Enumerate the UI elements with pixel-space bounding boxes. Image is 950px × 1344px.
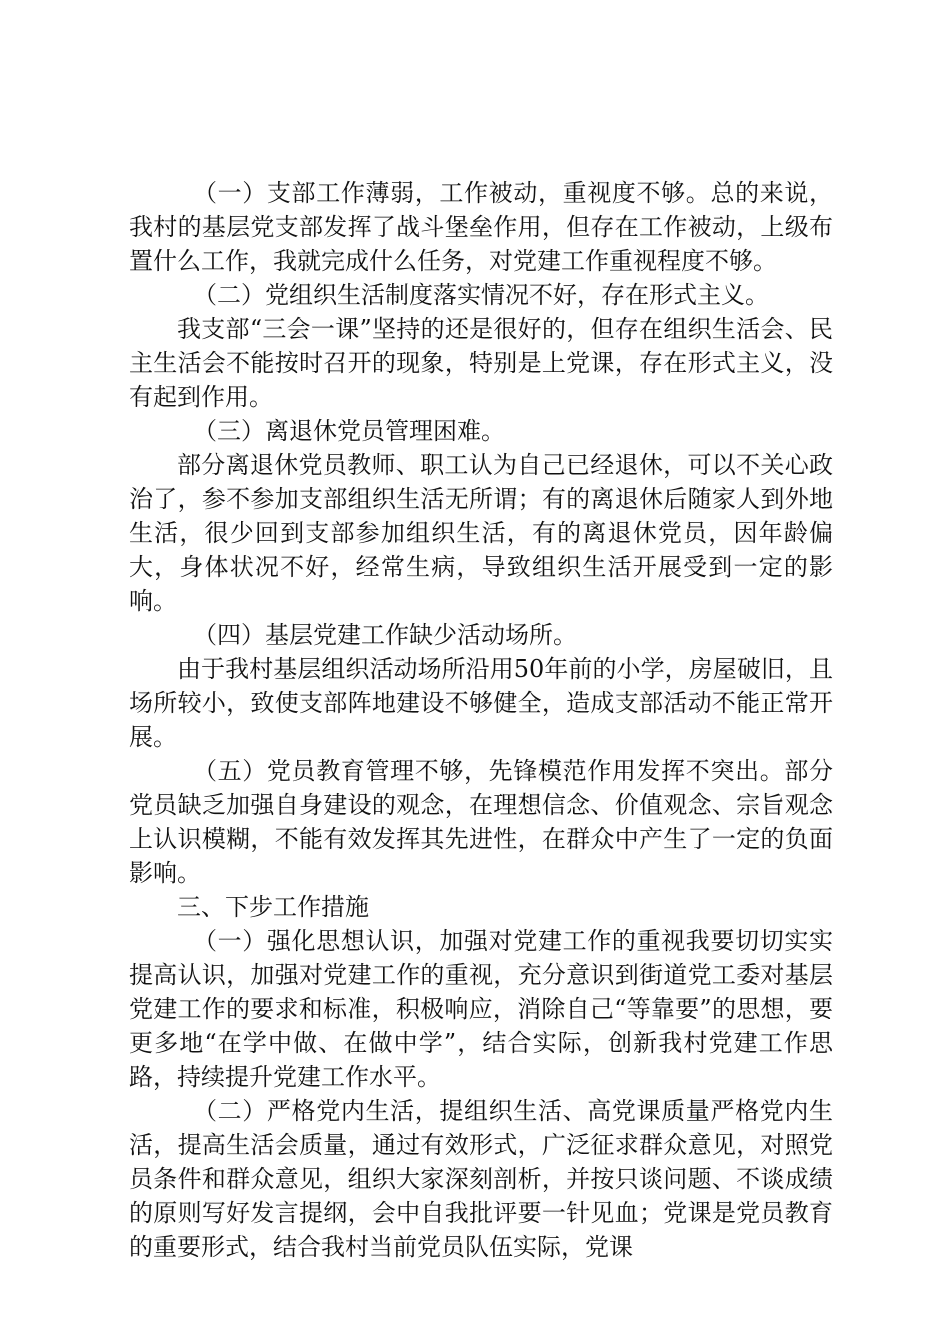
paragraph-measure-2: （二）严格党内生活，提组织生活、高党课质量严格党内生活，提高生活会质量，通过有效形式，广泛征求群众意见，对照党员条件和群众意见，组织大家深刻剖析，并按只谈问题、不谈成绩的原则写好发言提纲，会中自我批评要一针见血；党课是党员教育的重要形式，结合我村当前党员队伍实际，党课 bbox=[129, 1097, 833, 1261]
paragraph-weakness-2-heading: （二）党组织生活制度落实情况不好，存在形式主义。 bbox=[193, 281, 769, 309]
paragraph-measure-1: （一）强化思想认识，加强对党建工作的重视我要切切实实提高认识，加强对党建工作的重视，充分意识到街道党工委对基层党建工作的要求和标准，积极响应，消除自己“等靠要”的思想，要更多地“在学中做、在做中学”，结合实际，创新我村党建工作思路，持续提升党建工作水平。 bbox=[129, 927, 833, 1091]
paragraph-weakness-5: （五）党员教育管理不够，先锋模范作用发挥不突出。部分党员缺乏加强自身建设的观念，在理想信念、价值观念、宗旨观念上认识模糊，不能有效发挥其先进性，在群众中产生了一定的负面影响。 bbox=[129, 757, 833, 887]
section-heading-next-steps: 三、下步工作措施 bbox=[177, 893, 369, 921]
document-body bbox=[129, 176, 833, 1264]
paragraph-weakness-3-heading: （三）离退休党员管理困难。 bbox=[193, 417, 505, 445]
paragraph-weakness-2-body: 我支部“三会一课”坚持的还是很好的，但存在组织生活会、民主生活会不能按时召开的现象，特别是上党课，存在形式主义，没有起到作用。 bbox=[129, 315, 833, 411]
paragraph-weakness-4-body: 由于我村基层组织活动场所沿用50年前的小学，房屋破旧，且场所较小，致使支部阵地建设不够健全，造成支部活动不能正常开展。 bbox=[129, 655, 833, 751]
paragraph-weakness-1: （一）支部工作薄弱，工作被动，重视度不够。总的来说，我村的基层党支部发挥了战斗堡垒作用，但存在工作被动，上级布置什么工作，我就完成什么任务，对党建工作重视程度不够。 bbox=[129, 179, 833, 275]
paragraph-weakness-4-heading: （四）基层党建工作缺少活动场所。 bbox=[193, 621, 577, 649]
paragraph-weakness-3-body: 部分离退休党员教师、职工认为自己已经退休，可以不关心政治了，参不参加支部组织生活无所谓；有的离退休后随家人到外地生活，很少回到支部参加组织生活，有的离退休党员，因年龄偏大，身体状况不好，经常生病，导致组织生活开展受到一定的影响。 bbox=[129, 451, 833, 615]
